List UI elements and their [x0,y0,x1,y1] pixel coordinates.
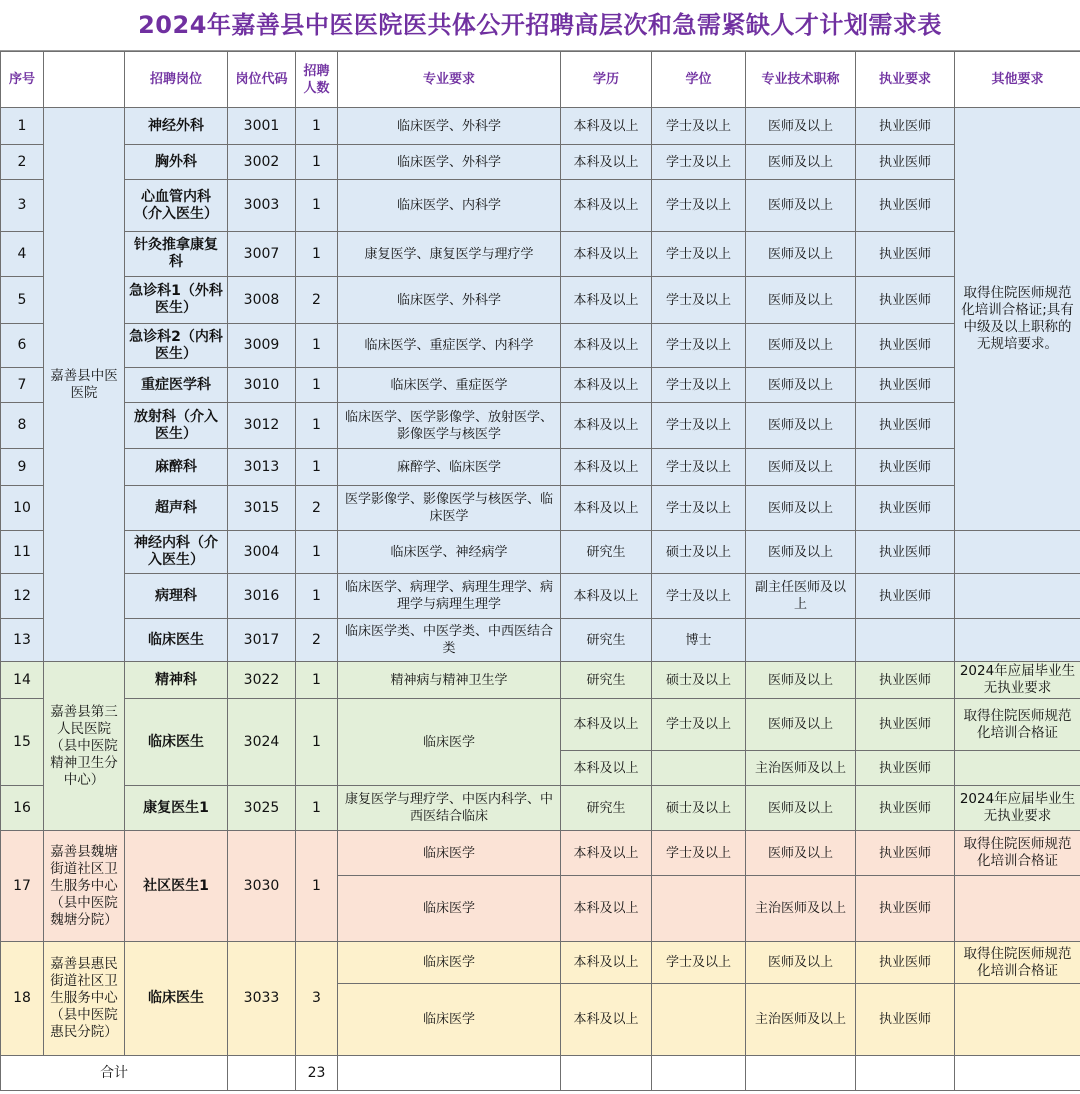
cell-major: 临床医学 [338,699,561,786]
cell-license: 执业医师 [856,662,955,699]
cell-education: 本科及以上 [561,145,652,180]
cell-title: 医师及以上 [746,145,856,180]
cell-other [955,531,1080,574]
cell-position: 心血管内科（介入医生） [125,180,228,232]
cell-title: 副主任医师及以上 [746,574,856,619]
cell-degree [652,876,746,942]
cell-license: 执业医师 [856,531,955,574]
cell-title: 医师及以上 [746,831,856,876]
cell-code: 3015 [228,486,296,531]
header-code: 岗位代码 [228,52,296,108]
table-row [1,619,1080,662]
table-row [1,145,1080,180]
cell-other [955,751,1080,786]
cell-education [561,1056,652,1091]
cell-education: 本科及以上 [561,984,652,1056]
cell-count: 1 [296,145,338,180]
cell-other [955,574,1080,619]
cell-code: 3013 [228,449,296,486]
cell-major: 麻醉学、临床医学 [338,449,561,486]
cell-license: 执业医师 [856,368,955,403]
table-row [1,786,1080,831]
cell-count: 1 [296,449,338,486]
cell-license: 执业医师 [856,751,955,786]
cell-code: 3022 [228,662,296,699]
cell-position: 放射科（介入医生） [125,403,228,449]
cell-count: 1 [296,368,338,403]
header-education: 学历 [561,52,652,108]
cell-education: 本科及以上 [561,324,652,368]
cell-education: 研究生 [561,531,652,574]
cell-other: 取得住院医师规范化培训合格证 [955,699,1080,751]
cell-position: 重症医学科 [125,368,228,403]
cell-degree: 学士及以上 [652,699,746,751]
page-title: 2024年嘉善县中医医院医共体公开招聘高层次和急需紧缺人才计划需求表 [0,0,1080,51]
table-row [1,942,1080,984]
cell-seq: 14 [1,662,44,699]
cell-seq: 7 [1,368,44,403]
header-count: 招聘人数 [296,52,338,108]
table-row [1,699,1080,751]
recruitment-table [0,51,1080,1091]
cell-title: 医师及以上 [746,699,856,751]
cell-other [955,876,1080,942]
cell-major: 临床医学、外科学 [338,108,561,145]
cell-degree: 硕士及以上 [652,786,746,831]
cell-count: 1 [296,786,338,831]
cell-count: 1 [296,108,338,145]
header-unit [44,52,125,108]
cell-degree: 学士及以上 [652,277,746,324]
cell-education: 本科及以上 [561,180,652,232]
cell-license: 执业医师 [856,232,955,277]
cell-other [955,1056,1080,1091]
cell-degree: 学士及以上 [652,232,746,277]
cell-license: 执业医师 [856,984,955,1056]
cell-title [746,1056,856,1091]
cell-position: 社区医生1 [125,831,228,942]
cell-count: 1 [296,574,338,619]
table-row [1,368,1080,403]
cell-title: 医师及以上 [746,277,856,324]
cell-seq: 16 [1,786,44,831]
cell-degree: 学士及以上 [652,180,746,232]
cell-license [856,1056,955,1091]
cell-degree: 学士及以上 [652,403,746,449]
cell-education: 本科及以上 [561,368,652,403]
cell-seq: 6 [1,324,44,368]
table-row [1,324,1080,368]
cell-code: 3012 [228,403,296,449]
cell-count: 1 [296,180,338,232]
table-row [1,449,1080,486]
cell-other: 2024年应届毕业生无执业要求 [955,786,1080,831]
cell-degree [652,984,746,1056]
cell-position: 急诊科2（内科医生） [125,324,228,368]
cell-unit: 嘉善县第三人民医院（县中医院精神卫生分中心） [44,662,125,831]
total-label: 合计 [1,1056,228,1091]
total-count: 23 [296,1056,338,1091]
cell-degree: 学士及以上 [652,108,746,145]
header-other: 其他要求 [955,52,1080,108]
total-row [1,1056,1080,1091]
cell-unit: 嘉善县魏塘街道社区卫生服务中心（县中医院魏塘分院） [44,831,125,942]
cell-education: 本科及以上 [561,486,652,531]
table-header-row [1,52,1080,108]
cell-education: 本科及以上 [561,574,652,619]
cell-title: 医师及以上 [746,108,856,145]
cell-count: 1 [296,531,338,574]
cell-major: 临床医学、重症医学、内科学 [338,324,561,368]
cell-seq: 1 [1,108,44,145]
cell-degree [652,751,746,786]
cell-code: 3030 [228,831,296,942]
cell-title: 医师及以上 [746,449,856,486]
cell-position: 临床医生 [125,942,228,1056]
cell-seq: 13 [1,619,44,662]
cell-position: 针灸推拿康复科 [125,232,228,277]
cell-seq: 18 [1,942,44,1056]
cell-seq: 5 [1,277,44,324]
header-title: 专业技术职称 [746,52,856,108]
cell-license: 执业医师 [856,180,955,232]
cell-position: 麻醉科 [125,449,228,486]
table-row [1,831,1080,876]
cell-code: 3008 [228,277,296,324]
cell-code: 3004 [228,531,296,574]
cell-major: 临床医学 [338,984,561,1056]
cell-other: 2024年应届毕业生无执业要求 [955,662,1080,699]
cell-count: 1 [296,232,338,277]
cell-degree: 学士及以上 [652,942,746,984]
cell-position: 急诊科1（外科医生） [125,277,228,324]
cell-license: 执业医师 [856,277,955,324]
cell-education: 本科及以上 [561,876,652,942]
cell-seq: 8 [1,403,44,449]
cell-seq: 12 [1,574,44,619]
cell-title: 医师及以上 [746,324,856,368]
cell-position: 神经外科 [125,108,228,145]
cell-count: 2 [296,619,338,662]
cell-seq: 3 [1,180,44,232]
cell-title: 医师及以上 [746,403,856,449]
cell-education: 本科及以上 [561,449,652,486]
table-row [1,180,1080,232]
cell-code: 3033 [228,942,296,1056]
header-degree: 学位 [652,52,746,108]
cell-license: 执业医师 [856,831,955,876]
cell-education: 研究生 [561,662,652,699]
cell-title: 主治医师及以上 [746,984,856,1056]
cell-education: 本科及以上 [561,403,652,449]
cell-count: 2 [296,277,338,324]
cell-count: 1 [296,324,338,368]
header-position: 招聘岗位 [125,52,228,108]
cell-code: 3025 [228,786,296,831]
cell-major: 临床医学、内科学 [338,180,561,232]
cell-license: 执业医师 [856,786,955,831]
cell-other: 取得住院医师规范化培训合格证 [955,831,1080,876]
cell-seq: 4 [1,232,44,277]
cell-position: 临床医生 [125,619,228,662]
cell-position: 超声科 [125,486,228,531]
cell-major: 临床医学、病理学、病理生理学、病理学与病理生理学 [338,574,561,619]
cell-code [228,1056,296,1091]
cell-license: 执业医师 [856,699,955,751]
cell-seq: 10 [1,486,44,531]
cell-title: 医师及以上 [746,662,856,699]
cell-license: 执业医师 [856,108,955,145]
cell-count: 1 [296,699,338,786]
cell-other [955,619,1080,662]
cell-degree: 硕士及以上 [652,531,746,574]
table-row [1,232,1080,277]
cell-education: 研究生 [561,619,652,662]
cell-title: 医师及以上 [746,786,856,831]
cell-position: 精神科 [125,662,228,699]
cell-education: 本科及以上 [561,277,652,324]
cell-unit: 嘉善县中医医院 [44,108,125,662]
cell-degree: 博士 [652,619,746,662]
table-row [1,403,1080,449]
cell-major: 临床医学、外科学 [338,277,561,324]
table-row [1,574,1080,619]
cell-major: 临床医学 [338,831,561,876]
cell-degree: 学士及以上 [652,574,746,619]
cell-education: 本科及以上 [561,108,652,145]
table-row [1,108,1080,145]
cell-code: 3002 [228,145,296,180]
cell-title: 主治医师及以上 [746,876,856,942]
cell-seq: 17 [1,831,44,942]
header-seq: 序号 [1,52,44,108]
cell-license: 执业医师 [856,486,955,531]
cell-code: 3024 [228,699,296,786]
cell-count: 2 [296,486,338,531]
cell-title: 医师及以上 [746,486,856,531]
cell-education: 本科及以上 [561,942,652,984]
header-major: 专业要求 [338,52,561,108]
cell-position: 胸外科 [125,145,228,180]
cell-major: 临床医学、医学影像学、放射医学、影像医学与核医学 [338,403,561,449]
cell-degree: 学士及以上 [652,831,746,876]
cell-major: 临床医学、重症医学 [338,368,561,403]
cell-code: 3016 [228,574,296,619]
cell-license: 执业医师 [856,574,955,619]
cell-license: 执业医师 [856,449,955,486]
cell-major: 临床医学 [338,876,561,942]
cell-position: 临床医生 [125,699,228,786]
cell-education: 本科及以上 [561,699,652,751]
cell-other [955,984,1080,1056]
cell-degree: 硕士及以上 [652,662,746,699]
cell-code: 3007 [228,232,296,277]
cell-other: 取得住院医师规范化培训合格证;具有中级及以上职称的无规培要求。 [955,108,1080,531]
cell-degree: 学士及以上 [652,449,746,486]
cell-education: 本科及以上 [561,751,652,786]
cell-title [746,619,856,662]
cell-major: 临床医学 [338,942,561,984]
cell-count: 3 [296,942,338,1056]
cell-other: 取得住院医师规范化培训合格证 [955,942,1080,984]
cell-position: 病理科 [125,574,228,619]
cell-education: 研究生 [561,786,652,831]
cell-major: 临床医学类、中医学类、中西医结合类 [338,619,561,662]
cell-code: 3009 [228,324,296,368]
cell-seq: 9 [1,449,44,486]
cell-title: 主治医师及以上 [746,751,856,786]
cell-count: 1 [296,662,338,699]
cell-title: 医师及以上 [746,942,856,984]
cell-license: 执业医师 [856,876,955,942]
cell-code: 3017 [228,619,296,662]
cell-major: 临床医学、外科学 [338,145,561,180]
cell-code: 3001 [228,108,296,145]
cell-education: 本科及以上 [561,831,652,876]
cell-position: 神经内科（介入医生） [125,531,228,574]
cell-degree: 学士及以上 [652,324,746,368]
table-row [1,662,1080,699]
cell-major: 医学影像学、影像医学与核医学、临床医学 [338,486,561,531]
cell-license [856,619,955,662]
cell-major: 临床医学、神经病学 [338,531,561,574]
cell-title: 医师及以上 [746,531,856,574]
cell-count: 1 [296,403,338,449]
cell-count: 1 [296,831,338,942]
table-row [1,277,1080,324]
cell-license: 执业医师 [856,403,955,449]
cell-seq: 2 [1,145,44,180]
cell-degree [652,1056,746,1091]
cell-degree: 学士及以上 [652,145,746,180]
cell-seq: 11 [1,531,44,574]
header-license: 执业要求 [856,52,955,108]
cell-license: 执业医师 [856,324,955,368]
cell-license: 执业医师 [856,145,955,180]
cell-major: 康复医学与理疗学、中医内科学、中西医结合临床 [338,786,561,831]
cell-license: 执业医师 [856,942,955,984]
cell-education: 本科及以上 [561,232,652,277]
cell-code: 3003 [228,180,296,232]
cell-major: 康复医学、康复医学与理疗学 [338,232,561,277]
table-row [1,486,1080,531]
cell-title: 医师及以上 [746,232,856,277]
cell-seq: 15 [1,699,44,786]
cell-major: 精神病与精神卫生学 [338,662,561,699]
cell-title: 医师及以上 [746,368,856,403]
cell-major [338,1056,561,1091]
cell-code: 3010 [228,368,296,403]
cell-unit: 嘉善县惠民街道社区卫生服务中心（县中医院惠民分院） [44,942,125,1056]
cell-position: 康复医生1 [125,786,228,831]
cell-degree: 学士及以上 [652,368,746,403]
cell-title: 医师及以上 [746,180,856,232]
table-row [1,531,1080,574]
cell-degree: 学士及以上 [652,486,746,531]
